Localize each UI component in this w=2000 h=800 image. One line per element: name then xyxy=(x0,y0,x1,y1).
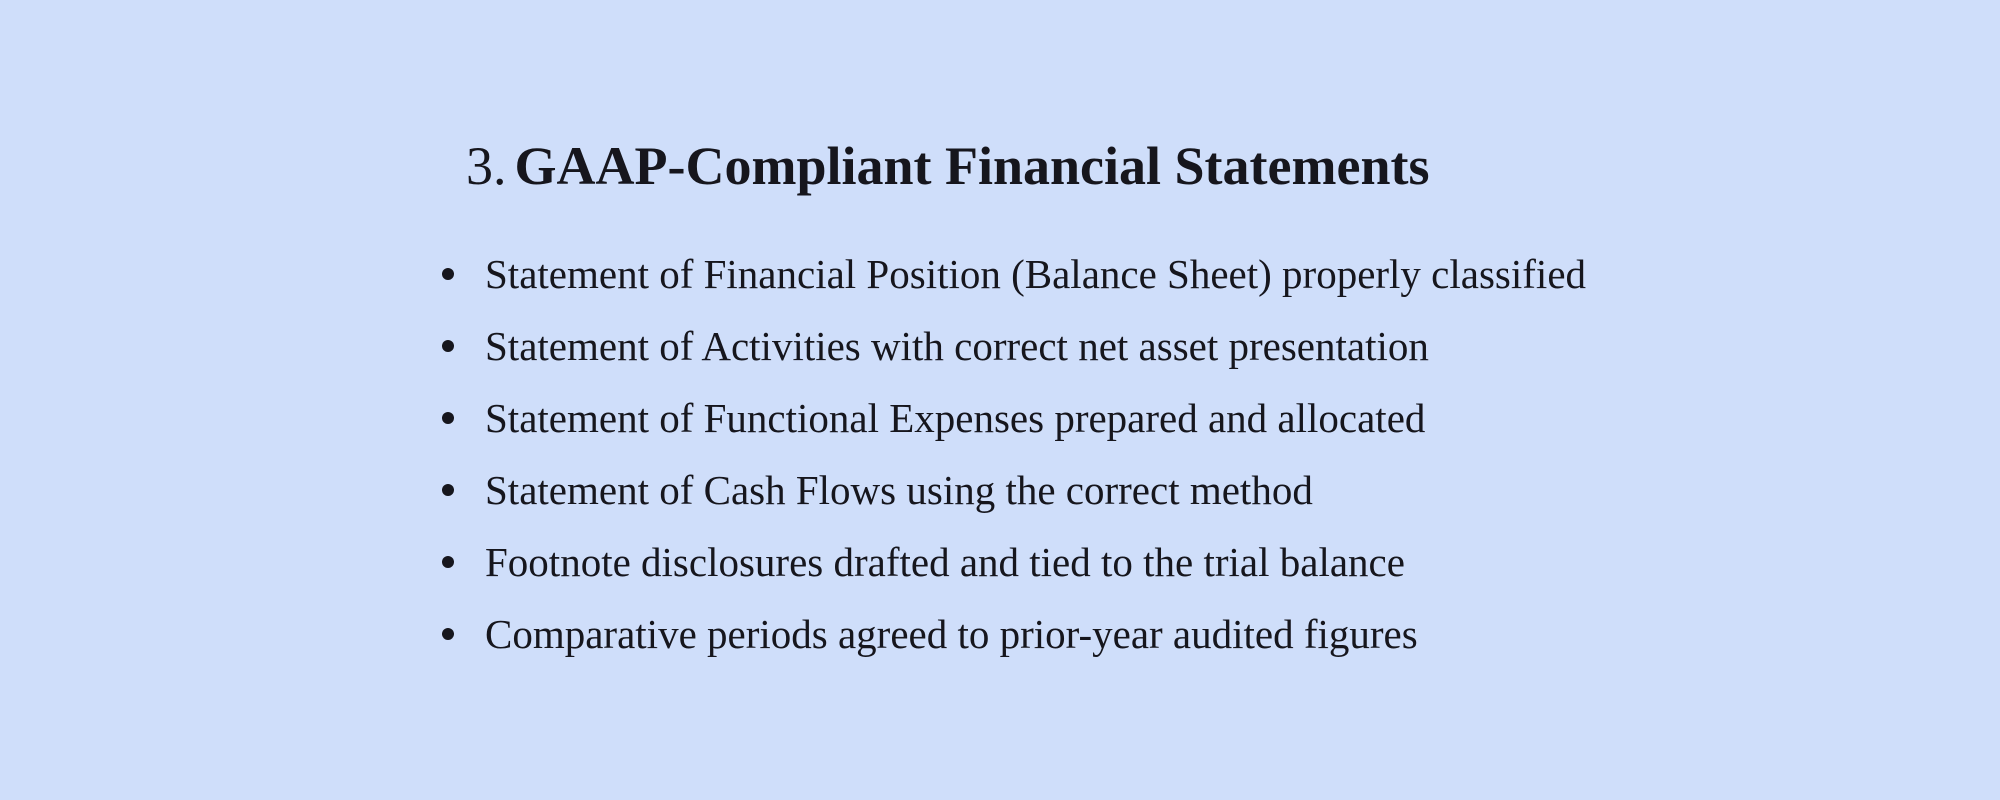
list-item xyxy=(440,538,1740,610)
list-item xyxy=(440,466,1740,538)
list-item-text: Statement of Cash Flows using the correct method xyxy=(485,467,1313,513)
list-item xyxy=(440,610,1740,682)
section xyxy=(440,130,1740,682)
bullet-icon xyxy=(442,628,454,640)
section-title: GAAP-Compliant Financial Statements xyxy=(514,136,1430,196)
bullet-icon xyxy=(442,268,454,280)
section-number: 3. xyxy=(466,136,507,196)
bullet-icon xyxy=(442,556,454,568)
section-heading xyxy=(466,130,1740,202)
list-item-text: Statement of Functional Expenses prepared and allocated xyxy=(485,395,1426,441)
list-item-text: Statement of Activities with correct net asset presentation xyxy=(485,323,1429,369)
list-item xyxy=(440,250,1740,322)
list-item xyxy=(440,322,1740,394)
list-item-text: Statement of Financial Position (Balance Sheet) properly classified xyxy=(485,251,1587,297)
bullet-icon xyxy=(442,412,454,424)
list-item xyxy=(440,394,1740,466)
list-item-text: Comparative periods agreed to prior-year audited figures xyxy=(485,611,1418,657)
list-item-text: Footnote disclosures drafted and tied to the trial balance xyxy=(485,539,1405,585)
checklist xyxy=(440,250,1740,682)
bullet-icon xyxy=(442,484,454,496)
bullet-icon xyxy=(442,340,454,352)
